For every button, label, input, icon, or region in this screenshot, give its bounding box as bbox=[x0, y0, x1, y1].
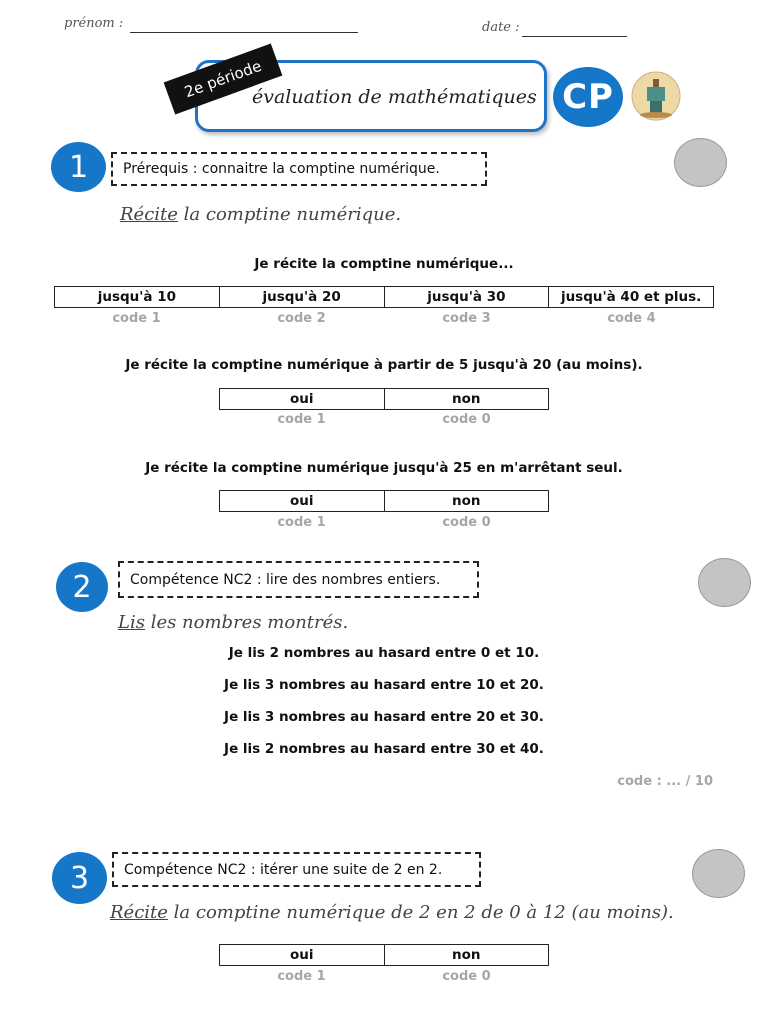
section-1-number-text: 1 bbox=[68, 149, 89, 185]
section-2-number-text: 2 bbox=[72, 569, 92, 605]
task1-heading: Je récite la comptine numérique... bbox=[254, 256, 514, 272]
instruction-1-rest: la comptine numérique. bbox=[183, 204, 402, 225]
instruction-3 bbox=[110, 902, 674, 923]
task2-heading: Je récite la comptine numérique à partir de 5 jusqu'à 20 (au moins). bbox=[125, 357, 643, 373]
task4-table bbox=[219, 944, 549, 966]
section-2-number bbox=[56, 562, 108, 612]
prerequisite-box bbox=[111, 152, 487, 186]
instruction-3-verb: Récite bbox=[110, 902, 168, 923]
competence-2-text: Compétence NC2 : lire des nombres entiers. bbox=[130, 571, 441, 588]
score-circle-3[interactable] bbox=[692, 849, 745, 898]
score-circle-1[interactable] bbox=[674, 138, 727, 187]
reading-line-2: Je lis 3 nombres au hasard entre 10 et 20. bbox=[224, 677, 544, 693]
task2-code-1: code 1 bbox=[277, 412, 326, 427]
reading-line-1: Je lis 2 nombres au hasard entre 0 et 10. bbox=[228, 645, 540, 661]
mascot-icon bbox=[630, 71, 682, 121]
level-label: CP bbox=[562, 77, 614, 117]
section-3-number-text: 3 bbox=[69, 860, 90, 896]
instruction-3-rest: la comptine numérique de 2 en 2 de 0 à 12 (au moins). bbox=[173, 902, 674, 923]
score-circle-2[interactable] bbox=[698, 558, 751, 607]
task4-non[interactable]: non bbox=[384, 945, 549, 966]
level-badge bbox=[553, 67, 623, 127]
task3-oui[interactable]: oui bbox=[220, 491, 385, 512]
task3-code-0: code 0 bbox=[442, 515, 491, 530]
instruction-1 bbox=[120, 204, 401, 225]
section-1-number bbox=[51, 142, 106, 192]
task1-code-1: code 1 bbox=[112, 311, 161, 326]
prenom-line[interactable] bbox=[130, 32, 358, 33]
page-title: évaluation de mathématiques bbox=[252, 86, 537, 108]
periode-label: 2e période bbox=[182, 56, 264, 102]
instruction-2-verb: Lis bbox=[118, 612, 145, 633]
task2-oui[interactable]: oui bbox=[220, 389, 385, 410]
competence-3-text: Compétence NC2 : itérer une suite de 2 en 2. bbox=[124, 861, 443, 878]
reading-line-3: Je lis 3 nombres au hasard entre 20 et 30. bbox=[224, 709, 544, 725]
task2-code-0: code 0 bbox=[442, 412, 491, 427]
task3-non[interactable]: non bbox=[384, 491, 549, 512]
task4-code-0: code 0 bbox=[442, 969, 491, 984]
task4-code-1: code 1 bbox=[277, 969, 326, 984]
task3-table bbox=[219, 490, 549, 512]
task3-heading: Je récite la comptine numérique jusqu'à 25 en m'arrêtant seul. bbox=[145, 460, 623, 476]
task3-code-1: code 1 bbox=[277, 515, 326, 530]
task1-codes bbox=[54, 311, 714, 326]
task1-cell-1[interactable]: jusqu'à 10 bbox=[55, 287, 220, 308]
task3-codes bbox=[219, 515, 549, 530]
task4-codes bbox=[219, 969, 549, 984]
prerequisite-text: Prérequis : connaitre la comptine numérique. bbox=[123, 161, 440, 177]
competence-2-box bbox=[118, 561, 479, 598]
competence-3-box bbox=[112, 852, 481, 887]
task1-cell-2[interactable]: jusqu'à 20 bbox=[219, 287, 384, 308]
task4-oui[interactable]: oui bbox=[220, 945, 385, 966]
reading-line-4: Je lis 2 nombres au hasard entre 30 et 40. bbox=[224, 741, 544, 757]
task1-table bbox=[54, 286, 714, 308]
instruction-1-verb: Récite bbox=[120, 204, 178, 225]
task1-code-4: code 4 bbox=[607, 311, 656, 326]
instruction-2-rest: les nombres montrés. bbox=[150, 612, 349, 633]
score-text: code : ... / 10 bbox=[617, 774, 713, 789]
date-label: date : bbox=[482, 20, 520, 35]
task2-table bbox=[219, 388, 549, 410]
task2-non[interactable]: non bbox=[384, 389, 549, 410]
task2-codes bbox=[219, 412, 549, 427]
prenom-label: prénom : bbox=[64, 16, 124, 31]
date-line[interactable] bbox=[522, 36, 627, 37]
section-3-number bbox=[52, 852, 107, 904]
task1-code-2: code 2 bbox=[277, 311, 326, 326]
task1-cell-3[interactable]: jusqu'à 30 bbox=[384, 287, 549, 308]
task1-cell-4[interactable]: jusqu'à 40 et plus. bbox=[549, 287, 714, 308]
task1-code-3: code 3 bbox=[442, 311, 491, 326]
instruction-2 bbox=[118, 612, 348, 633]
